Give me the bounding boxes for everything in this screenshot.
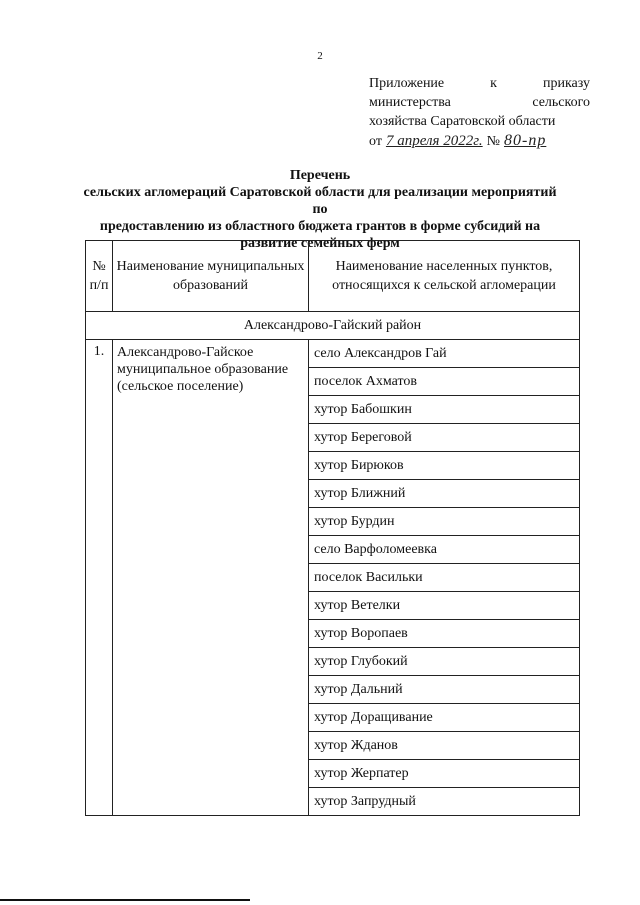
settlement-cell: поселок Васильки bbox=[309, 564, 580, 592]
settlement-cell: хутор Жерпатер bbox=[309, 760, 580, 788]
bottom-rule bbox=[0, 899, 250, 901]
header-municipality: Наименование муниципальных образований bbox=[113, 241, 309, 312]
settlement-cell: хутор Воропаев bbox=[309, 620, 580, 648]
title-line: сельских агломераций Саратовской области для реализации мероприятий по bbox=[83, 185, 557, 217]
header-number: № п/п bbox=[86, 241, 113, 312]
appendix-line-2 bbox=[369, 93, 590, 112]
settlement-cell: хутор Ветелки bbox=[309, 592, 580, 620]
table-header-row bbox=[86, 241, 580, 312]
table-row bbox=[86, 340, 580, 368]
order-date: 7 апреля 2022г. bbox=[385, 133, 483, 149]
row-number: 1. bbox=[86, 340, 113, 816]
settlement-cell: хутор Жданов bbox=[309, 732, 580, 760]
settlement-cell: хутор Бурдин bbox=[309, 508, 580, 536]
settlement-cell: хутор Глубокий bbox=[309, 648, 580, 676]
title-line: предоставлению из областного бюджета грантов в форме субсидий на bbox=[99, 219, 541, 234]
appendix-line-3: хозяйства Саратовской области bbox=[369, 114, 556, 129]
district-row bbox=[86, 312, 580, 340]
appendix-word: приказу bbox=[542, 76, 590, 91]
settlement-cell: хутор Доращивание bbox=[309, 704, 580, 732]
from-label: от bbox=[369, 134, 382, 149]
settlement-cell: хутор Береговой bbox=[309, 424, 580, 452]
settlement-cell: поселок Ахматов bbox=[309, 368, 580, 396]
settlement-cell: село Варфоломеевка bbox=[309, 536, 580, 564]
appendix-word: к bbox=[490, 76, 497, 91]
appendix-block bbox=[369, 74, 590, 151]
order-line bbox=[369, 131, 590, 151]
title-line: Перечень bbox=[289, 168, 351, 183]
settlement-cell: хутор Дальний bbox=[309, 676, 580, 704]
settlement-cell: хутор Ближний bbox=[309, 480, 580, 508]
title-line: развитие семейных ферм bbox=[240, 236, 400, 251]
settlement-cell: село Александров Гай bbox=[309, 340, 580, 368]
header-settlements: Наименование населенных пунктов, относящихся к сельской агломерации bbox=[309, 241, 580, 312]
municipality-name: Александрово-Гайское муниципальное образование (сельское поселение) bbox=[113, 340, 309, 816]
appendix-word: сельского bbox=[532, 95, 590, 110]
appendix-line-1 bbox=[369, 74, 590, 93]
settlement-cell: хутор Запрудный bbox=[309, 788, 580, 816]
page-number: 2 bbox=[317, 50, 323, 62]
number-sign: № bbox=[486, 134, 500, 149]
order-number: 80-пр bbox=[504, 132, 547, 149]
district-name: Александрово-Гайский район bbox=[86, 312, 580, 340]
appendix-word: Приложение bbox=[369, 76, 445, 91]
settlement-cell: хутор Бабошкин bbox=[309, 396, 580, 424]
appendix-word: министерства bbox=[369, 95, 451, 110]
settlement-cell: хутор Бирюков bbox=[309, 452, 580, 480]
agglomeration-table bbox=[85, 240, 580, 816]
